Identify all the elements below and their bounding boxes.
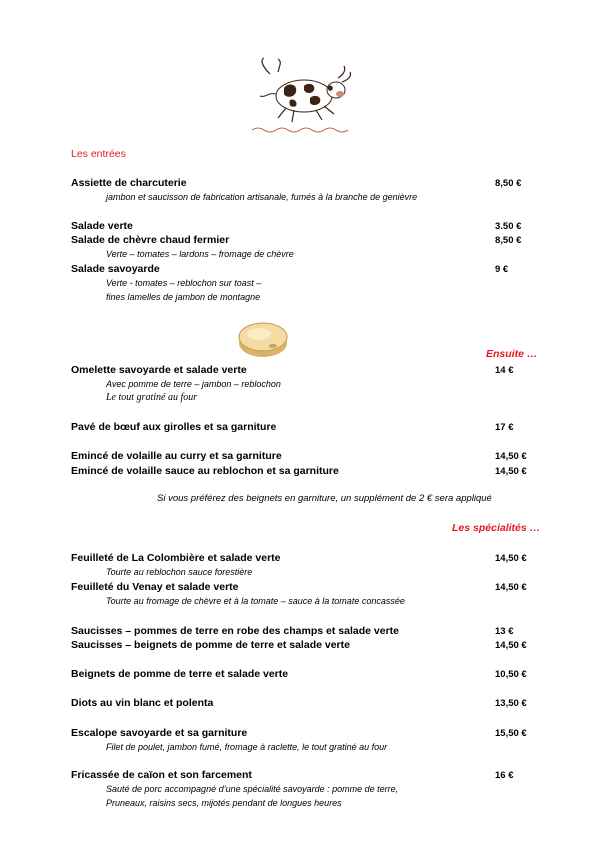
menu-item-name: Saucisses – pommes de terre en robe des champs et salade verte xyxy=(71,625,399,637)
menu-item-name: Emincé de volaille au curry et sa garniture xyxy=(71,450,282,462)
menu-item-name: Emincé de volaille sauce au reblochon et sa garniture xyxy=(71,465,339,477)
section-title-entrees: Les entrées xyxy=(71,148,126,160)
menu-item-description: Verte - tomates – reblochon sur toast – xyxy=(106,278,262,288)
menu-item-name: Pavé de bœuf aux girolles et sa garniture xyxy=(71,421,277,433)
menu-item-price: 13,50 € xyxy=(495,698,527,709)
menu-item-name: Salade savoyarde xyxy=(71,263,160,275)
menu-item-name: Fricassée de caïon et son farcement xyxy=(71,769,252,781)
menu-item-description: Tourte au reblochon sauce forestière xyxy=(106,567,253,577)
menu-item-price: 14,50 € xyxy=(495,553,527,564)
menu-item-name: Feuilleté du Venay et salade verte xyxy=(71,581,239,593)
menu-item-name: Escalope savoyarde et sa garniture xyxy=(71,727,248,739)
menu-item-price: 14,50 € xyxy=(495,451,527,462)
menu-item-description: Le tout gratiné au four xyxy=(106,392,198,403)
menu-item-price: 16 € xyxy=(495,770,514,781)
menu-item-name: Salade verte xyxy=(71,220,133,232)
menu-item-name: Feuilleté de La Colombière et salade verte xyxy=(71,552,281,564)
menu-item-price: 8,50 € xyxy=(495,178,522,189)
menu-item-price: 14 € xyxy=(495,365,514,376)
menu-item-price: 17 € xyxy=(495,422,514,433)
menu-item-description: Verte – tomates – lardons – fromage de chèvre xyxy=(106,249,294,259)
menu-item-name: Omelette savoyarde et salade verte xyxy=(71,364,247,376)
menu-item-description: fines lamelles de jambon de montagne xyxy=(106,292,261,302)
menu-item-price: 15,50 € xyxy=(495,728,527,739)
menu-item-description: Sauté de porc accompagné d’une spécialité savoyarde : pomme de terre, xyxy=(106,784,399,794)
menu-item-description: Tourte au fromage de chèvre et à la tomate – sauce à la tomate concassée xyxy=(106,596,405,606)
section-title-specialites: Les spécialités … xyxy=(452,522,541,534)
menu-item-description: Avec pomme de terre – jambon – reblochon xyxy=(106,379,281,389)
cow-logo-illustration xyxy=(248,56,356,138)
section-title-ensuite: Ensuite … xyxy=(486,348,538,360)
menu-item-name: Assiette de charcuterie xyxy=(71,177,187,189)
menu-item-price: 13 € xyxy=(495,626,514,637)
menu-item-name: Beignets de pomme de terre et salade verte xyxy=(71,668,289,680)
menu-item-price: 14,50 € xyxy=(495,640,527,651)
menu-item-price: 9 € xyxy=(495,264,509,275)
menu-item-description: Pruneaux, raisins secs, mijotés pendant de longues heures xyxy=(106,798,342,808)
menu-item-price: 3.50 € xyxy=(495,221,522,232)
menu-item-price: 14,50 € xyxy=(495,582,527,593)
menu-item-price: 8,50 € xyxy=(495,235,522,246)
reblochon-cheese-image xyxy=(237,317,289,359)
menu-item-description: Filet de poulet, jambon fumé, fromage à raclette, le tout gratiné au four xyxy=(106,742,388,752)
menu-item-name: Saucisses – beignets de pomme de terre et salade verte xyxy=(71,639,350,651)
menu-item-description: jambon et saucisson de fabrication artisanale, fumés à la branche de genièvre xyxy=(106,192,418,202)
menu-item-price: 14,50 € xyxy=(495,466,527,477)
menu-item-price: 10,50 € xyxy=(495,669,527,680)
garniture-supplement-note: Si vous préférez des beignets en garniture, un supplément de 2 € sera appliqué xyxy=(157,493,492,504)
menu-item-name: Diots au vin blanc et polenta xyxy=(71,697,214,709)
menu-item-name: Salade de chèvre chaud fermier xyxy=(71,234,230,246)
